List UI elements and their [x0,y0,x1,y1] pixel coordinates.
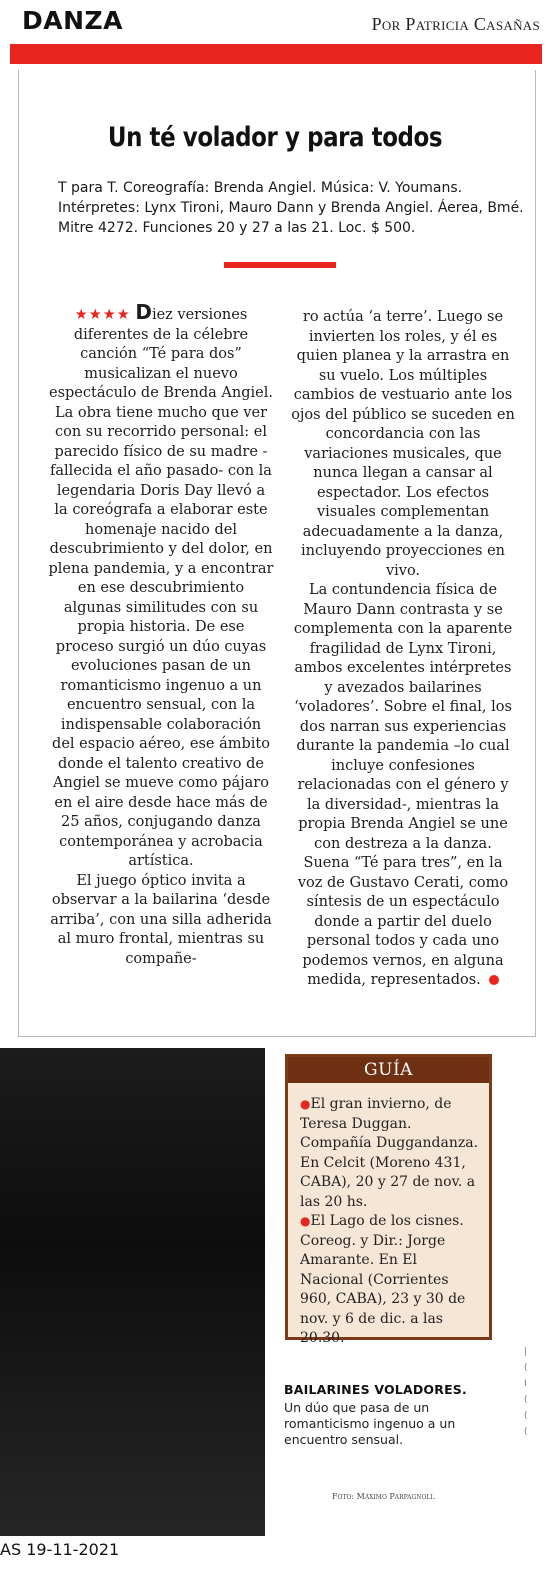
paragraph [290,581,516,991]
bullet-icon: ● [300,1214,311,1228]
end-mark-icon [489,975,499,985]
dancers-photo [0,1048,265,1536]
page-header [0,0,550,70]
header-red-rule [10,44,542,64]
photo-caption-title: BAILARINES VOLADORES. [284,1382,467,1397]
section-title: DANZA [22,6,123,35]
paragraph: El juego óptico invita a observar a la bailarina ‘desde arriba’, con una silla adherida al muro frontal, mientras su compañe- [50,872,272,967]
guide-item-text: El Lago de los cisnes. Coreog. y Dir.: Jorge Amarante. En El Nacional (Corrientes 960, CABA), 23 y 30 de nov. y 6 de dic. a las 20.30. [300,1213,466,1346]
article-column-right [290,308,516,991]
show-credits: T para T. Coreografía: Brenda Angiel. Música: V. Youmans. Intérpretes: Lynx Tironi, Mauro Dann y Brenda Angiel. Áerea, Bmé. Mitre 4272. Funciones 20 y 27 a las 21. Loc. $ 500. [58,180,524,236]
guide-item-text: El gran invierno, de Teresa Duggan. Compañía Duggandanza. En Celcit (Moreno 431, CABA), 20 y 27 de nov. a las 20 hs. [300,1096,479,1210]
drop-cap: D [135,300,152,324]
paragraph-text: iez versiones diferentes de la célebre canción “Té para dos” musicalizan el nuevo espectáculo de Brenda Angiel. La obra tiene mucho que ver con su recorrido personal: el parecido físico de su madre -fallecida el año pasado- con la legendaria Doris Day llevó a la coreógrafa a elaborar este homenaje nacido del descubrimiento y del dolor, en plena pandemia, y a encontrar en ese descubrimiento algunas similitudes con su propia historia. De ese proceso surgió un dúo cuyas evoluciones pasan de un romanticismo ingenuo a un encuentro sensual, con la indispensable colaboración del espacio aéreo, ese ámbito donde el talento creativo de Angiel se mueve como pájaro en el aire desde hace más de 25 años, conjugando danza contemporánea y acrobacia artística. [48,307,274,869]
bullet-icon: ● [300,1097,311,1111]
edge-scan-marks: | ( I ( ( ( [524,1347,528,1437]
guide-list [288,1083,489,1349]
photo-background [0,1048,265,1536]
center-red-rule [224,262,336,268]
guide-item [300,1212,481,1349]
guide-title: GUÍA [288,1057,489,1083]
photo-caption-text: Un dúo que pasa de un romanticismo ingenuo a un encuentro sensual. [284,1400,456,1447]
guide-box [285,1054,492,1346]
photo-credit: Foto: Máximo Parpagnoli. [332,1492,436,1501]
footer-date: AS 19-11-2021 [0,1540,120,1559]
byline: Por Patricia Casañas [371,14,540,34]
paragraph [48,300,274,872]
paragraph-text: La contundencia física de Mauro Dann contrasta y se complementa con la aparente fragilidad de Lynx Tironi, ambos excelentes intérpretes y avezados bailarines ‘voladores’. Sobre el final, los dos narran sus experiencias durante la pandemia –lo cual incluye confesiones relacionadas con el género y la diversidad-, mientras la propia Brenda Angiel se une con destreza a la danza. Suena “Té para tres”, en la voz de Gustavo Cerati, como síntesis de un espectáculo donde a partir del duelo personal todos y cada uno podemos vernos, en alguna medida, representados. [293,582,513,988]
guide-item [300,1095,481,1212]
article-column-left [48,300,274,969]
rating-stars: ★★★★ [74,307,131,323]
paragraph: ro actúa ‘a terre’. Luego se invierten los roles, y él es quien planea y la arrastra en su vuelo. Los múltiples cambios de vestuario ante los ojos del público se suceden en concordancia con las variaciones musicales, que nunca llegan a cansar al espectador. Los efectos visuales complementan adecuadamente a la danza, incluyendo proyecciones en vivo. [291,309,515,579]
headline: Un té volador y para todos [107,122,443,153]
